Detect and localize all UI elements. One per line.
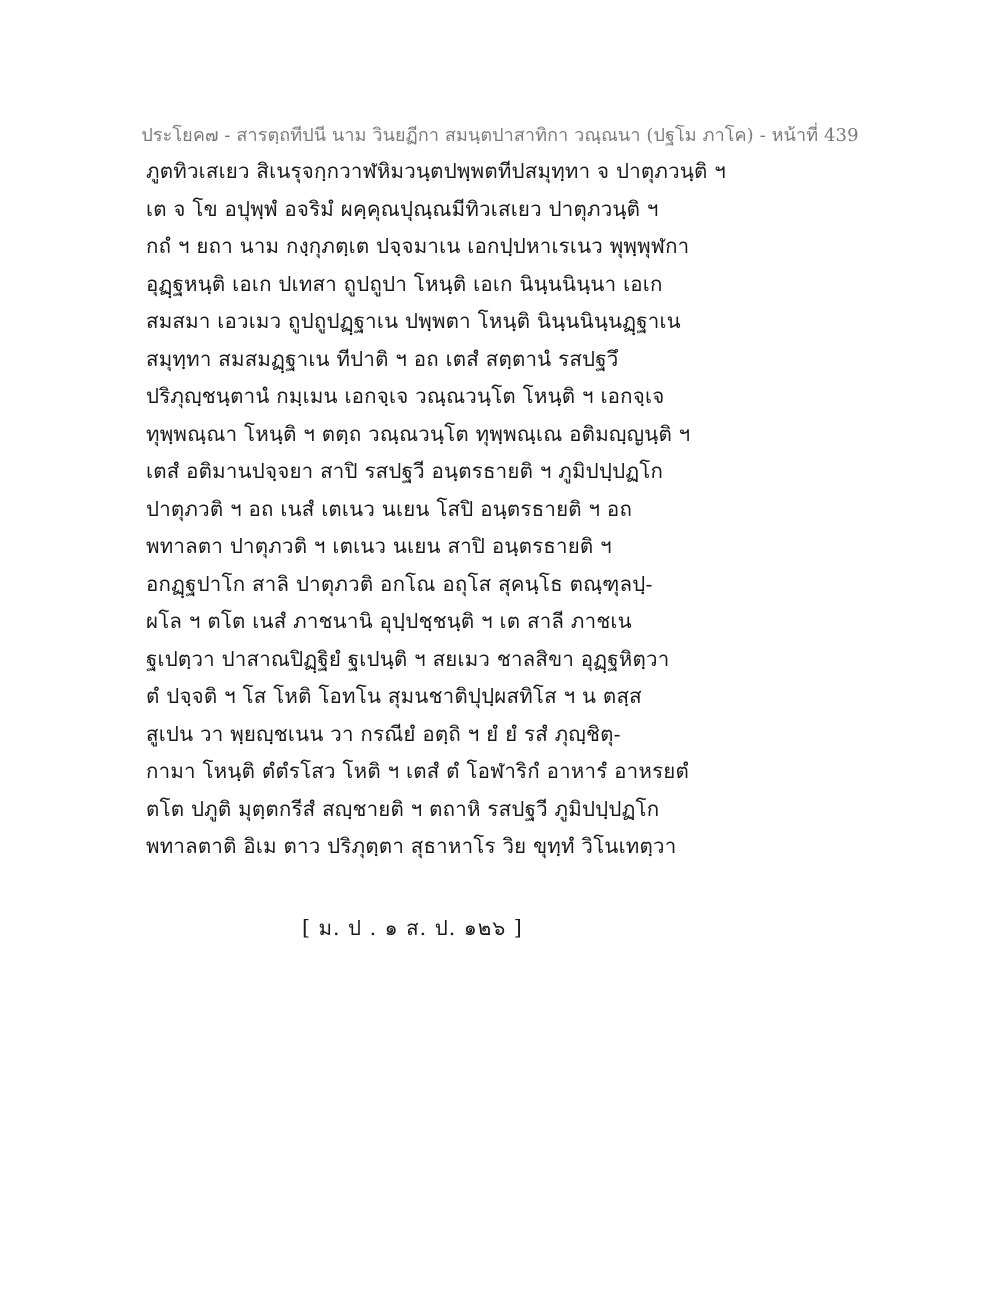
- body-line: ภูตทิวเสเยว สิเนรุจกฺกวาฬหิมวนฺตปพฺพตทีปสมุทฺทา จ ปาตุภวนฺติ ฯ: [146, 159, 726, 183]
- body-line: กถํ ฯ ยถา นาม กงฺกุภตฺเต ปจฺจมาเน เอกปฺปหาเรเนว พุพฺพุฬกา: [146, 234, 690, 258]
- body-line: เต จ โข อปุพฺพํ อจริมํ ผคฺคุณปุณฺณมีทิวเสเยว ปาตุภวนฺติ ฯ: [146, 196, 659, 221]
- body-line: ปริภุญฺชนฺตานํ กมฺเมน เอกจฺเจ วณฺณวนฺโต โหนฺติ ฯ เอกจฺเจ: [146, 384, 665, 408]
- body-line: เตสํ อติมานปจฺจยา สาปิ รสปฐวี อนฺตรธายติ ฯ ภูมิปปฺปฏโก: [146, 459, 664, 483]
- body-line: ฐเปตฺวา ปาสาณปิฏฺฐิยํ ฐเปนฺติ ฯ สยเมว ชาลสิขา อุฏฺฐหิตฺวา: [146, 646, 670, 671]
- body-line: ผโล ฯ ตโต เนสํ ภาชนานิ อุปฺปชฺชนฺติ ฯ เต สาลี ภาชเน: [146, 609, 632, 633]
- body-line: พทาลตาติ อิเม ตาว ปริภุตฺตา สุธาหาโร วิย ขุทฺทํ วิโนเทตฺวา: [146, 834, 677, 858]
- body-line: พทาลตา ปาตุภวติ ฯ เตเนว นเยน สาปิ อนฺตรธายติ ฯ: [146, 534, 612, 558]
- body-line: ตโต ปภูติ มุตฺตกรีสํ สญฺชายติ ฯ ตถาหิ รสปฐวี ภูมิปปฺปฏโก: [146, 796, 660, 821]
- body-line: กามา โหนฺติ ตํตํรโสว โหติ ฯ เตสํ ตํ โอฬาริกํ อาหารํ อาหรยตํ: [146, 759, 690, 783]
- body-line: ตํ ปจฺจติ ฯ โส โหติ โอทโน สุมนชาติปุปฺผสทิโส ฯ น ตสฺส: [146, 684, 642, 708]
- body-line: สมสมา เอวเมว ถูปถูปฏฺฐาเน ปพฺพตา โหนฺติ นินฺนนินฺนฏฺฐาเน: [146, 309, 681, 333]
- body-line: สูเปน วา พฺยญฺชเนน วา กรณียํ อตฺถิ ฯ ยํ ยํ รสํ ภุญฺชิตุ-: [146, 721, 621, 746]
- body-line: อุฏฺฐหนฺติ เอเก ปเทสา ถูปถูปา โหนฺติ เอเก นินฺนนินฺนา เอเก: [146, 271, 663, 296]
- body-line: สมุทฺทา สมสมฏฺฐาเน ทีปาติ ฯ อถ เตสํ สตฺตานํ รสปฐวึ: [146, 346, 619, 371]
- body-line: อกฏฺฐปาโก สาลิ ปาตุภวติ อกโณ อถุโส สุคนฺโธ ตณฺฑุลปฺ-: [146, 571, 653, 596]
- page-reference: [ ม. ป . ๑ ส. ป. ๑๒๖ ]: [302, 916, 523, 940]
- body-line: ทุพฺพณฺณา โหนฺติ ฯ ตตฺถ วณฺณวนฺโต ทุพฺพณฺเณ อติมญฺญนฺติ ฯ: [146, 421, 691, 446]
- body-line: ปาตุภวติ ฯ อถ เนสํ เตเนว นเยน โสปิ อนฺตรธายติ ฯ อถ: [146, 496, 633, 521]
- page-body: [146, 153, 726, 866]
- page-header: ประโยค๗ - สารตฺถทีปนี นาม วินยฏีกา สมนฺตปาสาทิกา วณฺณนา (ปฐโม ภาโค) - หน้าที่ 439: [141, 125, 859, 146]
